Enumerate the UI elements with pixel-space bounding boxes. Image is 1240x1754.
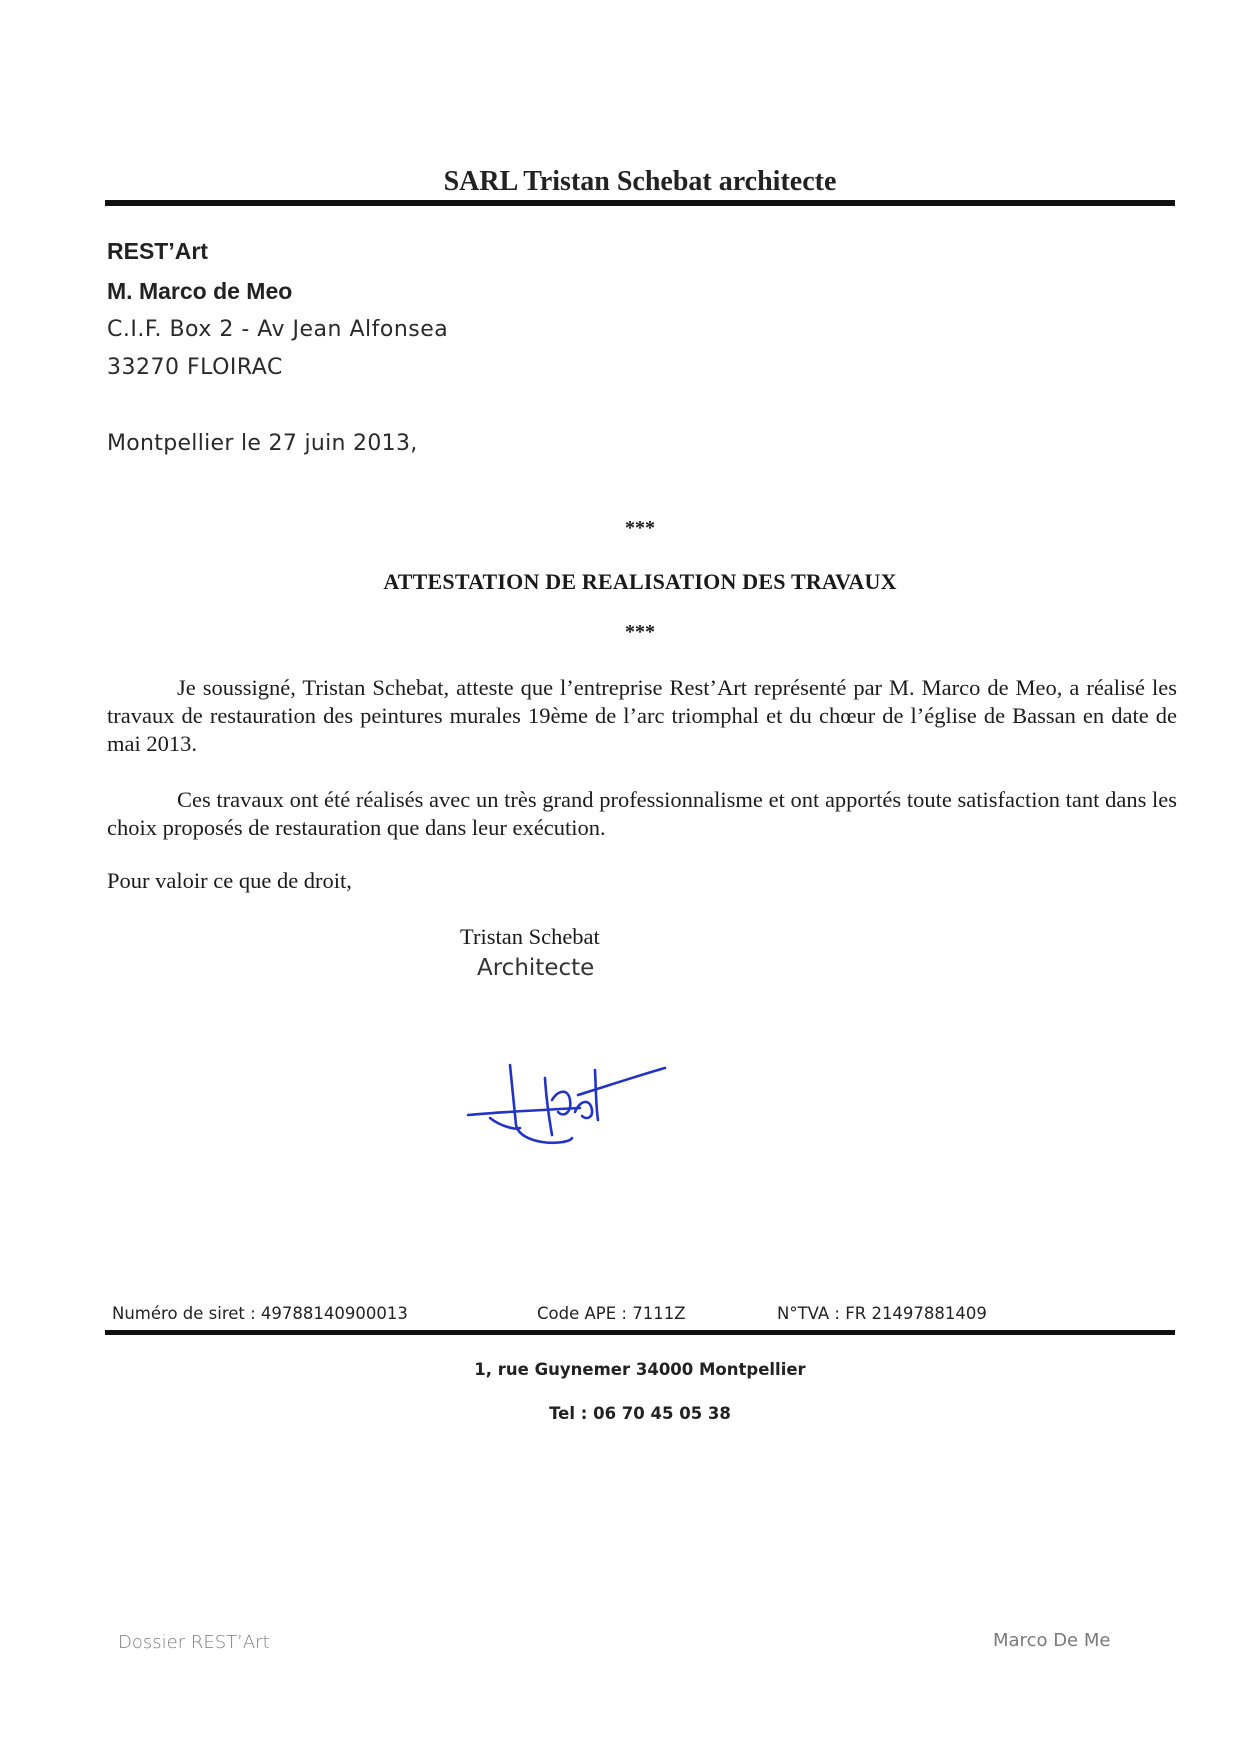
handwritten-signature xyxy=(460,1040,670,1170)
place-date: Montpellier le 27 juin 2013, xyxy=(107,431,418,456)
footer-divider xyxy=(105,1330,1175,1335)
recipient-address-line1: C.I.F. Box 2 - Av Jean Alfonsea xyxy=(107,317,449,342)
body-paragraph-2-text: Ces travaux ont été réalisés avec un très grand professionnalisme et ont apportés toute satisfaction tant dans les choix proposés de restauration que dans leur exécution. xyxy=(107,787,1177,840)
footer-ape-code: Code APE : 7111Z xyxy=(537,1304,686,1323)
footer-vat-number: N°TVA : FR 21497881409 xyxy=(777,1304,987,1323)
footer-telephone: Tel : 06 70 45 05 38 xyxy=(549,1404,731,1423)
footer-siret: Numéro de siret : 49788140900013 xyxy=(112,1304,408,1323)
separator-top: *** xyxy=(625,517,655,539)
body-paragraph-1-text: Je soussigné, Tristan Schebat, atteste que l’entreprise Rest’Art représenté par M. Marco de Meo, a réalisé les travaux de restauration des peintures murales 19ème de l’arc triomphal et du chœur de l’église de Bassan en date de mai 2013. xyxy=(107,675,1177,756)
body-paragraph-1 xyxy=(107,674,1177,758)
signatory-title: Architecte xyxy=(477,955,595,981)
body-paragraph-2 xyxy=(107,786,1177,842)
recipient-company: REST’Art xyxy=(107,238,208,264)
company-header: SARL Tristan Schebat architecte xyxy=(443,166,837,197)
closing-formula: Pour valoir ce que de droit, xyxy=(107,868,352,893)
recipient-address-line2: 33270 FLOIRAC xyxy=(107,355,283,380)
header-divider xyxy=(105,200,1175,206)
document-title: ATTESTATION DE REALISATION DES TRAVAUX xyxy=(383,569,897,594)
page-footer-left: Dossier REST’Art xyxy=(118,1632,270,1653)
footer-address: 1, rue Guynemer 34000 Montpellier xyxy=(474,1360,806,1379)
page-footer-right: Marco De Me xyxy=(993,1630,1111,1651)
recipient-contact: M. Marco de Meo xyxy=(107,278,293,304)
separator-bottom: *** xyxy=(625,621,655,643)
signatory-name: Tristan Schebat xyxy=(460,924,600,949)
